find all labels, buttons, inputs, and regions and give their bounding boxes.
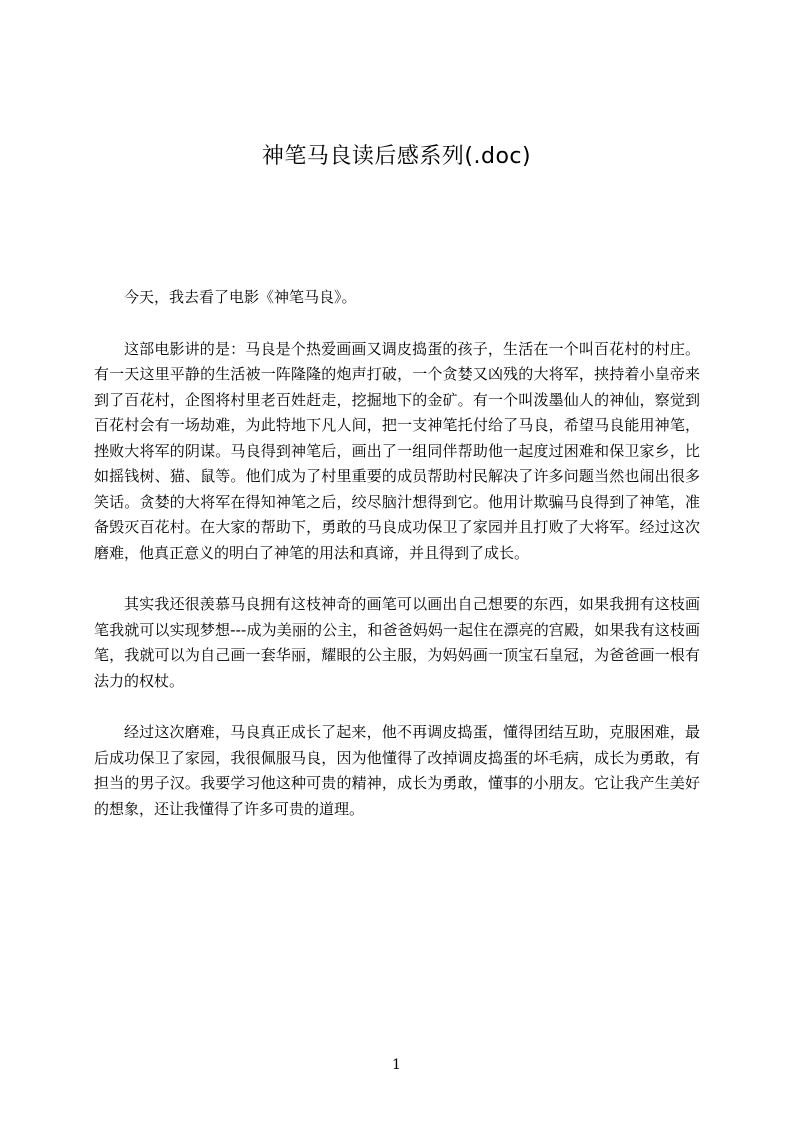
paragraph-wish: 其实我还很羡慕马良拥有这枝神奇的画笔可以画出自己想要的东西，如果我拥有这枝画笔我就可以实现梦想---成为美丽的公主，和爸爸妈妈一起住在漂亮的宫殿，如果我有这枝画笔，我就可以为自己画一套华丽，耀眼的公主服，为妈妈画一顶宝石皇冠，为爸爸画一根有法力的权杖。: [94, 595, 700, 690]
page-number: 1: [392, 1057, 401, 1073]
paragraph-intro: 今天，我去看了电影《神笔马良》。: [124, 288, 357, 306]
document-body: [94, 285, 700, 848]
paragraph-plot-summary: 这部电影讲的是：马良是个热爱画画又调皮捣蛋的孩子，生活在一个叫百花村的村庄。有一天这里平静的生活被一阵隆隆的炮声打破，一个贪婪又凶残的大将军，挟持着小皇帝来到了百花村，企图将村里老百姓赶走，挖掘地下的金矿。有一个叫泼墨仙人的神仙，察觉到百花村会有一场劫难，为此特地下凡人间，把一支神笔托付给了马良，希望马良能用神笔，挫败大将军的阴谋。马良得到神笔后，画出了一组同伴帮助他一起度过困难和保卫家乡，比如摇钱树、猫、鼠等。他们成为了村里重要的成员帮助村民解决了许多问题当然也闹出很多笑话。贪婪的大将军在得知神笔之后，绞尽脑汁想得到它。他用计欺骗马良得到了神笔，准备毁灭百花村。在大家的帮助下，勇敢的马良成功保卫了家园并且打败了大将军。经过这次磨难，他真正意义的明白了神笔的用法和真谛，并且得到了成长。: [94, 339, 700, 562]
document-title: 神笔马良读后感系列(.doc): [261, 144, 532, 169]
paragraph-conclusion: 经过这次磨难，马良真正成长了起来，他不再调皮捣蛋，懂得团结互助，克服困难，最后成功保卫了家园，我很佩服马良，因为他懂得了改掉调皮捣蛋的坏毛病，成长为勇敢，有担当的男子汉。我要学习他这种可贵的精神，成长为勇敢，懂事的小朋友。它让我产生美好的想象，还让我懂得了许多可贵的道理。: [94, 723, 700, 818]
